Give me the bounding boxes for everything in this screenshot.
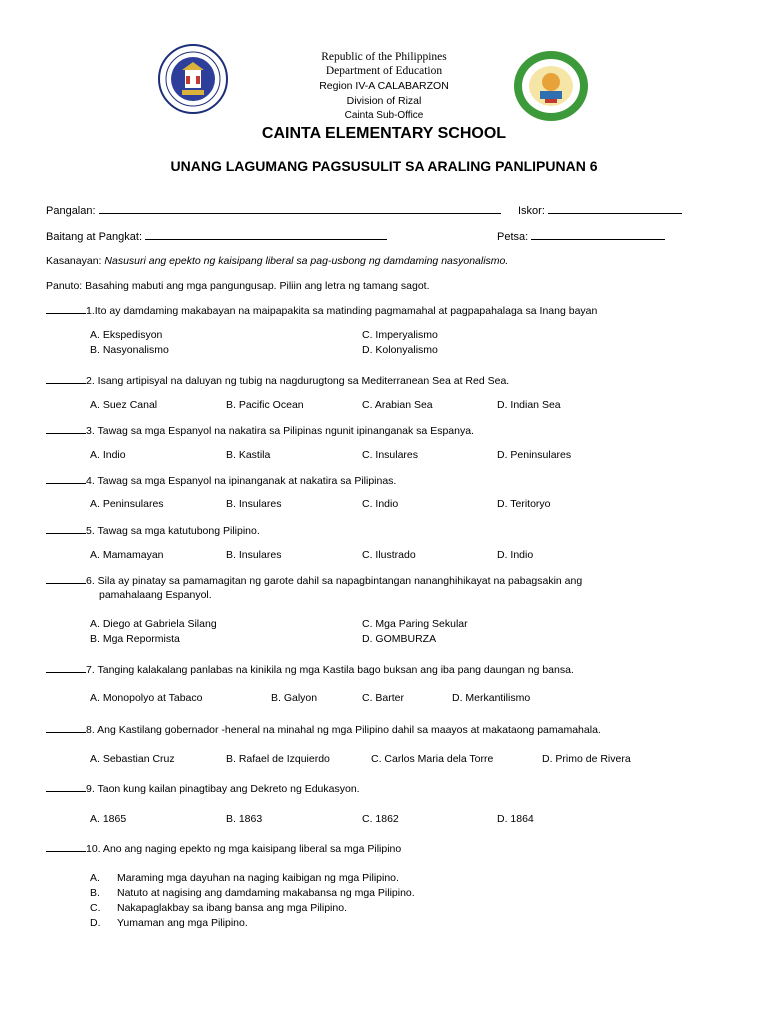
question-7 <box>46 663 574 676</box>
question-text: 5. Tawag sa mga katutubong Pilipino. <box>86 525 260 537</box>
option: A. 1865 <box>90 813 127 825</box>
header-republic: Republic of the Philippines <box>321 51 447 63</box>
option: C. Arabian Sea <box>362 399 433 411</box>
option: D. Merkantilismo <box>452 692 531 704</box>
question-text: 9. Taon kung kailan pinagtibay ang Dekreto ng Edukasyon. <box>86 783 360 795</box>
answer-blank[interactable] <box>46 474 86 484</box>
answer-blank[interactable] <box>46 723 86 733</box>
option: B. Rafael de Izquierdo <box>226 753 330 765</box>
question-4 <box>46 474 396 487</box>
option-letter: D. <box>90 917 101 929</box>
question-text: 4. Tawag sa mga Espanyol na ipinanganak at nakatira sa Pilipinas. <box>86 475 397 487</box>
option: A. Indio <box>90 449 126 461</box>
option: C. Indio <box>362 498 399 510</box>
option: A. Suez Canal <box>90 399 158 411</box>
option: D. GOMBURZA <box>362 633 437 645</box>
option: C. Insulares <box>362 449 419 461</box>
competency-label: Kasanayan: <box>46 255 102 267</box>
question-text: 3. Tawag sa mga Espanyol na nakatira sa Pilipinas ngunit ipinanganak sa Espanya. <box>86 425 474 437</box>
school-name: CAINTA ELEMENTARY SCHOOL <box>261 125 507 142</box>
question-2 <box>46 374 509 387</box>
question-6 <box>46 574 582 587</box>
question-text: 1.Ito ay damdaming makabayan na maipapakita sa matinding pagmamahal at pagpapahalaga sa Inang bayan <box>86 305 598 317</box>
question-5 <box>46 524 260 537</box>
header-sub-office: Cainta Sub-Office <box>344 110 424 121</box>
option: A. Sebastian Cruz <box>90 753 175 765</box>
question-text: 2. Isang artipisyal na daluyan ng tubig na nagdurugtong sa Mediterranean Sea at Red Sea. <box>86 375 510 387</box>
instructions: Panuto: Basahing mabuti ang mga pangungusap. Piliin ang letra ng tamang sagot. <box>46 280 430 292</box>
option: C. Ilustrado <box>362 549 416 561</box>
option: D. Teritoryo <box>497 498 551 510</box>
option: D. Indio <box>497 549 534 561</box>
option-text: Natuto at nagising ang damdaming makabansa ng mga Pilipino. <box>117 887 415 899</box>
question-1 <box>46 304 597 317</box>
option: B. Kastila <box>226 449 271 461</box>
option-letter: C. <box>90 902 101 914</box>
answer-blank[interactable] <box>46 842 86 852</box>
option: A. Diego at Gabriela Silang <box>90 618 217 630</box>
option: A. Monopolyo at Tabaco <box>90 692 203 704</box>
question-6-continued: pamahalaang Espanyol. <box>99 589 212 601</box>
option: D. Peninsulares <box>497 449 572 461</box>
question-10 <box>46 842 401 855</box>
option-letter: B. <box>90 887 100 899</box>
option: A. Mamamayan <box>90 549 164 561</box>
answer-blank[interactable] <box>46 424 86 434</box>
question-3 <box>46 424 474 437</box>
option-text: Maraming mga dayuhan na naging kaibigan ng mga Pilipino. <box>117 872 399 884</box>
option: C. 1862 <box>362 813 399 825</box>
question-text: 8. Ang Kastilang gobernador -heneral na minahal ng mga Pilipino dahil sa maayos at makataong pamamahala. <box>86 724 601 736</box>
option: D. Indian Sea <box>497 399 561 411</box>
grade-label: Baitang at Pangkat: <box>46 231 143 243</box>
option: B. Mga Repormista <box>90 633 180 645</box>
option: B. 1863 <box>226 813 263 825</box>
option: B. Pacific Ocean <box>226 399 304 411</box>
option: B. Insulares <box>226 549 282 561</box>
date-label: Petsa: <box>497 231 529 243</box>
option: C. Carlos Maria dela Torre <box>371 753 494 765</box>
name-field <box>46 203 501 217</box>
option: A. Ekspedisyon <box>90 329 163 341</box>
header-department: Department of Education <box>325 65 443 77</box>
grade-field <box>46 229 387 243</box>
competency <box>46 255 508 267</box>
option: C. Imperyalismo <box>362 329 438 341</box>
score-label: Iskor: <box>518 205 545 217</box>
header-region: Region IV-A CALABARZON <box>319 80 449 92</box>
option: B. Insulares <box>226 498 282 510</box>
competency-text: Nasusuri ang epekto ng kaisipang liberal sa pag-usbong ng damdaming nasyonalismo. <box>104 255 509 267</box>
question-9 <box>46 782 360 795</box>
date-line[interactable] <box>531 229 665 240</box>
name-line[interactable] <box>99 203 501 214</box>
date-field <box>497 229 665 243</box>
option: A. Peninsulares <box>90 498 164 510</box>
answer-blank[interactable] <box>46 663 86 673</box>
option: C. Barter <box>362 692 405 704</box>
score-field <box>518 203 682 217</box>
option: C. Mga Paring Sekular <box>362 618 468 630</box>
name-label: Pangalan: <box>46 205 96 217</box>
question-text: 7. Tanging kalakalang panlabas na kinikila ng mga Kastila bago buksan ang iba pang daungan ng bansa. <box>86 664 574 676</box>
question-text: 10. Ano ang naging epekto ng mga kaisipang liberal sa mga Pilipino <box>86 843 402 855</box>
option: B. Galyon <box>271 692 318 704</box>
option: D. Primo de Rivera <box>542 753 631 765</box>
header-division: Division of Rizal <box>346 95 422 107</box>
score-line[interactable] <box>548 203 682 214</box>
question-text: 6. Sila ay pinatay sa pamamagitan ng garote dahil sa napagbintangan nananghihikayat na pabagsakin ang <box>86 575 583 587</box>
option: B. Nasyonalismo <box>90 344 169 356</box>
option: D. Kolonyalismo <box>362 344 438 356</box>
answer-blank[interactable] <box>46 524 86 534</box>
answer-blank[interactable] <box>46 782 86 792</box>
answer-blank[interactable] <box>46 304 86 314</box>
option-text: Nakapaglakbay sa ibang bansa ang mga Pilipino. <box>117 902 347 914</box>
exam-title: UNANG LAGUMANG PAGSUSULIT SA ARALING PANLIPUNAN 6 <box>170 158 598 174</box>
option-text: Yumaman ang mga Pilipino. <box>117 917 248 929</box>
grade-line[interactable] <box>145 229 387 240</box>
option: D. 1864 <box>497 813 534 825</box>
answer-blank[interactable] <box>46 574 86 584</box>
question-8 <box>46 723 601 736</box>
option-letter: A. <box>90 872 100 884</box>
answer-blank[interactable] <box>46 374 86 384</box>
